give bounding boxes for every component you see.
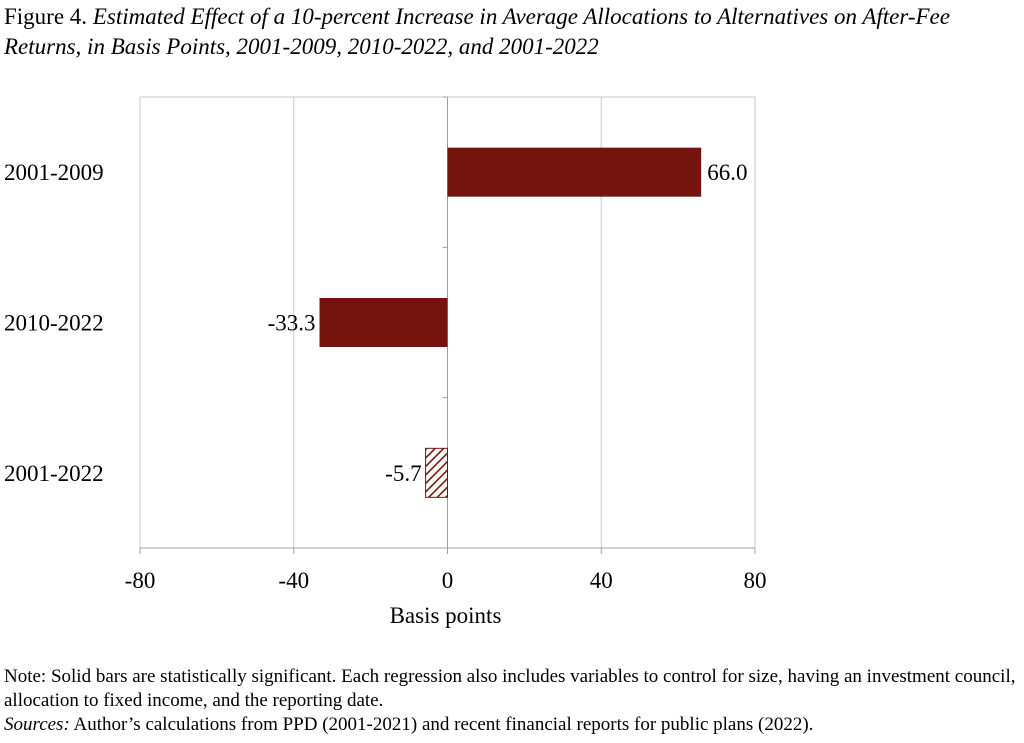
chart-sources <box>4 713 1019 737</box>
x-tick-label-40: 40 <box>589 568 613 593</box>
data-label-2001-2022: -5.7 <box>385 460 422 486</box>
bar-2010-2022 <box>320 298 448 347</box>
x-axis-title: Basis points <box>389 603 502 628</box>
sources-label: Sources: <box>4 714 70 735</box>
bar-2001-2022 <box>426 448 448 497</box>
labels <box>4 160 767 628</box>
figure-label: Figure 4. <box>4 4 88 29</box>
chart-note: Note: Solid bars are statistically significant. Each regression also includes variables to control for size, having an investment council, allocation to fixed income, and the reporting date. <box>4 666 1016 711</box>
x-tick-label-0: 0 <box>441 568 454 593</box>
bar-2001-2009 <box>448 148 702 197</box>
x-tick-label-80: 80 <box>743 568 767 593</box>
data-label-2010-2022: -33.3 <box>267 310 316 336</box>
category-label-2001-2022: 2001-2022 <box>4 460 104 486</box>
x-tick-label--80: -80 <box>124 568 156 593</box>
sources-text: Author’s calculations from PPD (2001-2021) and recent financial reports for public plans (2022). <box>69 714 814 735</box>
figure-title-text: Estimated Effect of a 10-percent Increase in Average Allocations to Alternatives on After-Fee Returns, in Basis Points, 2001-2009, 2010-2022, and 2001-2022 <box>4 4 950 59</box>
bars <box>320 148 702 498</box>
data-label-2001-2009: 66.0 <box>707 160 748 186</box>
category-label-2001-2009: 2001-2009 <box>4 160 104 186</box>
x-tick-label--40: -40 <box>278 568 310 593</box>
category-label-2010-2022: 2010-2022 <box>4 310 104 336</box>
